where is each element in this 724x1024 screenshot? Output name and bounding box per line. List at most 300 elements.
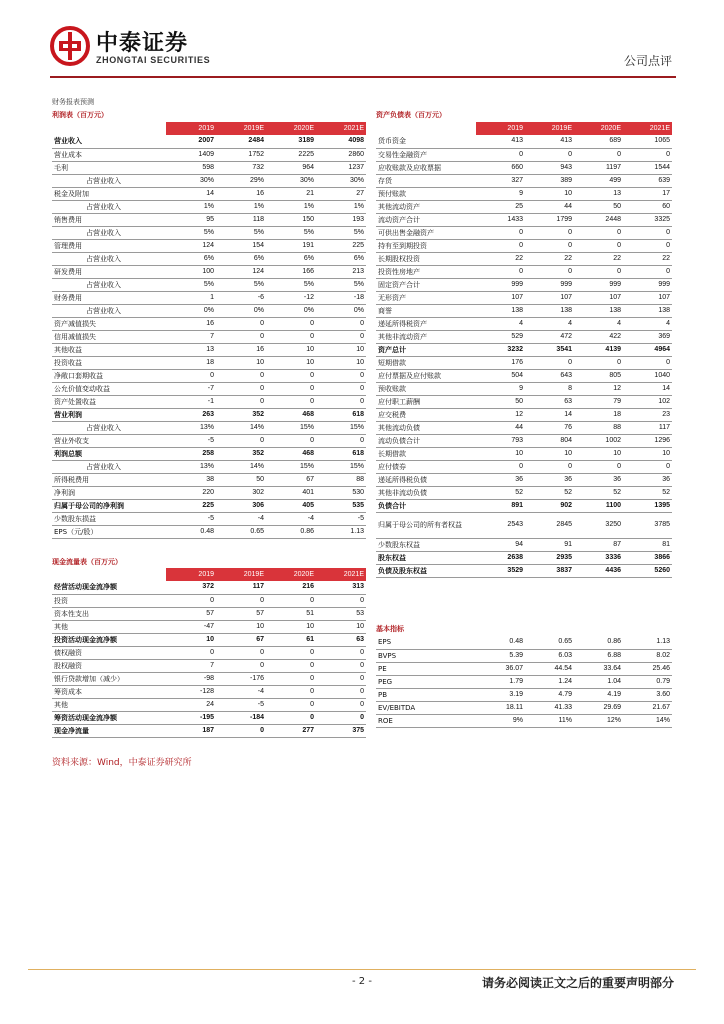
table-row <box>376 408 672 421</box>
value-cell: 1002 <box>574 434 623 447</box>
value-cell: 10 <box>266 343 316 356</box>
value-cell: 25.46 <box>623 662 672 675</box>
value-cell: 0 <box>266 395 316 408</box>
value-cell: 277 <box>266 724 316 737</box>
value-cell: 0 <box>216 395 266 408</box>
table-row <box>376 460 672 473</box>
value-cell: 4 <box>574 317 623 330</box>
row-label: 信用减值损失 <box>52 330 166 343</box>
table-row <box>376 701 672 714</box>
value-cell: 52 <box>525 486 574 499</box>
value-cell: 25 <box>476 200 525 213</box>
row-label: 占营业收入 <box>52 252 166 265</box>
value-cell: 372 <box>166 581 216 594</box>
value-cell: -18 <box>316 291 366 304</box>
row-label: 占营业收入 <box>52 460 166 473</box>
value-cell: 10 <box>166 633 216 646</box>
value-cell: 76 <box>525 421 574 434</box>
value-cell: 10 <box>216 620 266 633</box>
ratios-table-title: 基本指标 <box>376 625 404 633</box>
table-row <box>52 356 366 369</box>
row-label: PEG <box>376 675 476 688</box>
value-cell: 17 <box>623 187 672 200</box>
row-label: 其他 <box>52 698 166 711</box>
value-cell: 0 <box>316 382 366 395</box>
value-cell: 138 <box>525 304 574 317</box>
value-cell: 0 <box>316 369 366 382</box>
value-cell: 100 <box>166 265 216 278</box>
table-row <box>376 213 672 226</box>
value-cell: 0.86 <box>266 525 316 538</box>
row-label: 应收账款及应收票据 <box>376 161 476 174</box>
value-cell: 1409 <box>166 148 216 161</box>
table-row <box>376 148 672 161</box>
value-cell: 36 <box>623 473 672 486</box>
value-cell: 150 <box>266 213 316 226</box>
value-cell: 0 <box>316 434 366 447</box>
value-cell: 0% <box>266 304 316 317</box>
table-row <box>376 161 672 174</box>
value-cell: 0.79 <box>623 675 672 688</box>
value-cell: 639 <box>623 174 672 187</box>
value-cell: 9 <box>476 382 525 395</box>
row-label: 税金及附加 <box>52 187 166 200</box>
value-cell: 468 <box>266 408 316 421</box>
table-row <box>52 265 366 278</box>
value-cell: 13 <box>574 187 623 200</box>
value-cell: 2448 <box>574 213 623 226</box>
footer-divider <box>28 969 696 970</box>
value-cell: 0 <box>316 317 366 330</box>
table-row <box>376 369 672 382</box>
row-label: 预收账款 <box>376 382 476 395</box>
value-cell: 7 <box>166 330 216 343</box>
value-cell: 413 <box>525 135 574 148</box>
row-label: 交易性金融资产 <box>376 148 476 161</box>
value-cell: 1040 <box>623 369 672 382</box>
value-cell: 689 <box>574 135 623 148</box>
row-label: 营业外收支 <box>52 434 166 447</box>
logo-english-name: ZHONGTAI SECURITIES <box>96 55 211 65</box>
value-cell: -195 <box>166 711 216 724</box>
value-cell: 999 <box>476 278 525 291</box>
value-cell: 30% <box>166 174 216 187</box>
value-cell: 4139 <box>574 343 623 356</box>
value-cell: 0.48 <box>476 636 525 649</box>
value-cell: 33.64 <box>574 662 623 675</box>
value-cell: -7 <box>166 382 216 395</box>
row-label: 股权融资 <box>52 659 166 672</box>
row-label: 流动资产合计 <box>376 213 476 226</box>
row-label: ROE <box>376 714 476 727</box>
row-label: 其他非流动负债 <box>376 486 476 499</box>
value-cell: 0% <box>316 304 366 317</box>
value-cell: 176 <box>476 356 525 369</box>
value-cell: 3529 <box>476 564 525 577</box>
value-cell: 220 <box>166 486 216 499</box>
table-row <box>52 278 366 291</box>
value-cell: 2543 <box>476 512 525 538</box>
row-label: 占营业收入 <box>52 174 166 187</box>
value-cell: 1544 <box>623 161 672 174</box>
row-label: 预付账款 <box>376 187 476 200</box>
value-cell: 36 <box>525 473 574 486</box>
value-cell: 0 <box>574 226 623 239</box>
table-row <box>52 434 366 447</box>
value-cell: 67 <box>216 633 266 646</box>
row-label: 营业收入 <box>52 135 166 148</box>
value-cell: 0 <box>216 594 266 607</box>
value-cell: 302 <box>216 486 266 499</box>
row-label: 银行贷款增加（减少） <box>52 672 166 685</box>
value-cell: -4 <box>216 685 266 698</box>
row-label: 负债合计 <box>376 499 476 512</box>
value-cell: 0 <box>316 646 366 659</box>
logo-chinese-name: 中泰证券 <box>96 30 189 56</box>
value-cell: 1237 <box>316 161 366 174</box>
table-row <box>52 343 366 356</box>
value-cell: 61 <box>266 633 316 646</box>
table-row <box>52 685 366 698</box>
header-blank-cell <box>52 568 166 581</box>
value-cell: 102 <box>623 395 672 408</box>
value-cell: 14 <box>525 408 574 421</box>
year-header: 2020E <box>574 122 623 135</box>
value-cell: 3325 <box>623 213 672 226</box>
row-label: 资产减值损失 <box>52 317 166 330</box>
value-cell: 16 <box>166 317 216 330</box>
value-cell: 5% <box>216 226 266 239</box>
table-row <box>52 594 366 607</box>
value-cell: 468 <box>266 447 316 460</box>
value-cell: 999 <box>574 278 623 291</box>
row-label: 投资活动现金流净额 <box>52 633 166 646</box>
value-cell: 6% <box>216 252 266 265</box>
value-cell: 4436 <box>574 564 623 577</box>
value-cell: 805 <box>574 369 623 382</box>
value-cell: 124 <box>166 239 216 252</box>
row-label: 其他流动负债 <box>376 421 476 434</box>
value-cell: 618 <box>316 447 366 460</box>
value-cell: 1752 <box>216 148 266 161</box>
disclaimer-note: 请务必阅读正文之后的重要声明部分 <box>481 976 674 990</box>
table-row <box>52 659 366 672</box>
value-cell: 0 <box>525 356 574 369</box>
row-label: 筹资活动现金流净额 <box>52 711 166 724</box>
value-cell: 0.65 <box>216 525 266 538</box>
value-cell: 1197 <box>574 161 623 174</box>
table-row <box>376 486 672 499</box>
value-cell: 0 <box>623 460 672 473</box>
row-label: 投资性房地产 <box>376 265 476 278</box>
table-row <box>376 434 672 447</box>
value-cell: -5 <box>216 698 266 711</box>
table-row <box>52 672 366 685</box>
value-cell: 91 <box>525 538 574 551</box>
year-header: 2021E <box>316 122 366 135</box>
value-cell: 0 <box>574 148 623 161</box>
value-cell: 15% <box>316 421 366 434</box>
row-label: 递延所得税负债 <box>376 473 476 486</box>
value-cell: 216 <box>266 581 316 594</box>
row-label: 其他非流动资产 <box>376 330 476 343</box>
row-label: 持有至到期投资 <box>376 239 476 252</box>
value-cell: 0 <box>216 646 266 659</box>
value-cell: 50 <box>574 200 623 213</box>
table-row <box>376 226 672 239</box>
value-cell: 1.79 <box>476 675 525 688</box>
value-cell: 0 <box>216 659 266 672</box>
value-cell: 10 <box>266 620 316 633</box>
value-cell: 138 <box>574 304 623 317</box>
table-row <box>376 330 672 343</box>
value-cell: 0 <box>623 148 672 161</box>
row-label: 资产处置收益 <box>52 395 166 408</box>
value-cell: 0.48 <box>166 525 216 538</box>
value-cell: 88 <box>316 473 366 486</box>
year-header: 2019 <box>476 122 525 135</box>
table-row <box>52 382 366 395</box>
value-cell: 0 <box>266 369 316 382</box>
value-cell: 10 <box>574 447 623 460</box>
table-row <box>52 369 366 382</box>
table-row <box>52 330 366 343</box>
row-label: EV/EBITDA <box>376 701 476 714</box>
value-cell: 352 <box>216 447 266 460</box>
value-cell: 12% <box>574 714 623 727</box>
table-row <box>376 382 672 395</box>
value-cell: 52 <box>476 486 525 499</box>
value-cell: 12 <box>476 408 525 421</box>
income-statement-table <box>52 122 366 539</box>
row-label: 占营业收入 <box>52 421 166 434</box>
row-label: 毛利 <box>52 161 166 174</box>
table-row <box>376 636 672 649</box>
table-header-row <box>376 122 672 135</box>
value-cell: 10 <box>266 356 316 369</box>
value-cell: 44.54 <box>525 662 574 675</box>
value-cell: 14% <box>623 714 672 727</box>
header-blank-cell <box>376 122 476 135</box>
value-cell: 1% <box>216 200 266 213</box>
value-cell: 88 <box>574 421 623 434</box>
value-cell: 52 <box>574 486 623 499</box>
value-cell: 3189 <box>266 135 316 148</box>
value-cell: 52 <box>623 486 672 499</box>
value-cell: 472 <box>525 330 574 343</box>
row-label: 应交税费 <box>376 408 476 421</box>
value-cell: 3785 <box>623 512 672 538</box>
value-cell: 154 <box>216 239 266 252</box>
value-cell: 0 <box>166 646 216 659</box>
value-cell: 5% <box>166 278 216 291</box>
value-cell: 10 <box>623 447 672 460</box>
value-cell: 263 <box>166 408 216 421</box>
value-cell: 225 <box>166 499 216 512</box>
value-cell: 22 <box>525 252 574 265</box>
value-cell: 3232 <box>476 343 525 356</box>
row-label: 投资收益 <box>52 356 166 369</box>
table-header-row <box>52 122 366 135</box>
table-row <box>376 278 672 291</box>
value-cell: 10 <box>316 343 366 356</box>
value-cell: 4 <box>623 317 672 330</box>
value-cell: 535 <box>316 499 366 512</box>
value-cell: 0 <box>266 317 316 330</box>
value-cell: 0 <box>266 382 316 395</box>
table-row <box>376 649 672 662</box>
value-cell: 3837 <box>525 564 574 577</box>
row-label: 经营活动现金流净额 <box>52 581 166 594</box>
value-cell: 13% <box>166 421 216 434</box>
value-cell: 0.65 <box>525 636 574 649</box>
value-cell: 14% <box>216 421 266 434</box>
value-cell: 258 <box>166 447 216 460</box>
row-label: 现金净流量 <box>52 724 166 737</box>
table-row <box>52 711 366 724</box>
value-cell: 1799 <box>525 213 574 226</box>
value-cell: 117 <box>216 581 266 594</box>
value-cell: 16 <box>216 343 266 356</box>
value-cell: -4 <box>216 512 266 525</box>
value-cell: 0 <box>574 460 623 473</box>
value-cell: 0 <box>525 239 574 252</box>
cashflow-table-title: 现金流量表（百万元） <box>52 558 122 566</box>
value-cell: 79 <box>574 395 623 408</box>
row-label: 筹资成本 <box>52 685 166 698</box>
table-row <box>376 174 672 187</box>
table-row <box>376 499 672 512</box>
value-cell: 50 <box>216 473 266 486</box>
value-cell: 107 <box>476 291 525 304</box>
table-row <box>52 620 366 633</box>
value-cell: 10 <box>316 620 366 633</box>
value-cell: 0 <box>623 356 672 369</box>
table-row <box>52 200 366 213</box>
zhongtai-logo-icon <box>50 26 90 66</box>
value-cell: 213 <box>316 265 366 278</box>
value-cell: 5% <box>266 226 316 239</box>
row-label: 其他 <box>52 620 166 633</box>
value-cell: 15% <box>266 421 316 434</box>
value-cell: 3866 <box>623 551 672 564</box>
table-row <box>376 252 672 265</box>
value-cell: 0 <box>476 239 525 252</box>
value-cell: 1.13 <box>316 525 366 538</box>
row-label: 短期借款 <box>376 356 476 369</box>
value-cell: 57 <box>166 607 216 620</box>
row-label: 其他流动资产 <box>376 200 476 213</box>
header-blank-cell <box>52 122 166 135</box>
value-cell: 3541 <box>525 343 574 356</box>
value-cell: 16 <box>216 187 266 200</box>
value-cell: -1 <box>166 395 216 408</box>
value-cell: 389 <box>525 174 574 187</box>
year-header: 2020E <box>266 122 316 135</box>
value-cell: 0 <box>316 395 366 408</box>
value-cell: 13% <box>166 460 216 473</box>
value-cell: -6 <box>216 291 266 304</box>
value-cell: 57 <box>216 607 266 620</box>
value-cell: 41.33 <box>525 701 574 714</box>
value-cell: 401 <box>266 486 316 499</box>
table-row <box>52 512 366 525</box>
table-row <box>376 265 672 278</box>
value-cell: -5 <box>166 434 216 447</box>
value-cell: 138 <box>623 304 672 317</box>
document-type: 公司点评 <box>623 54 672 68</box>
value-cell: 1433 <box>476 213 525 226</box>
value-cell: 14 <box>623 382 672 395</box>
value-cell: -184 <box>216 711 266 724</box>
row-label: 少数股东权益 <box>376 538 476 551</box>
table-row <box>52 460 366 473</box>
value-cell: 0 <box>266 330 316 343</box>
value-cell: 530 <box>316 486 366 499</box>
row-label: 财务费用 <box>52 291 166 304</box>
value-cell: 352 <box>216 408 266 421</box>
data-source-note: 资料来源：Wind，中泰证券研究所 <box>52 758 192 768</box>
table-row <box>376 395 672 408</box>
value-cell: -12 <box>266 291 316 304</box>
value-cell: 3.19 <box>476 688 525 701</box>
row-label: PB <box>376 688 476 701</box>
value-cell: 124 <box>216 265 266 278</box>
value-cell: 63 <box>316 633 366 646</box>
table-row <box>52 607 366 620</box>
row-label: 投资 <box>52 594 166 607</box>
row-label: BVPS <box>376 649 476 662</box>
row-label: 归属于母公司的净利润 <box>52 499 166 512</box>
value-cell: 943 <box>525 161 574 174</box>
value-cell: 29.69 <box>574 701 623 714</box>
value-cell: 53 <box>316 607 366 620</box>
value-cell: 0 <box>316 711 366 724</box>
value-cell: 0 <box>216 434 266 447</box>
key-ratios-table <box>376 636 672 728</box>
value-cell: 6% <box>266 252 316 265</box>
table-row <box>52 421 366 434</box>
value-cell: 0 <box>525 226 574 239</box>
value-cell: 30% <box>316 174 366 187</box>
table-row <box>376 538 672 551</box>
value-cell: 27 <box>316 187 366 200</box>
value-cell: 63 <box>525 395 574 408</box>
income-table-title: 利润表（百万元） <box>52 111 108 119</box>
table-row <box>376 135 672 148</box>
value-cell: 0 <box>316 698 366 711</box>
value-cell: 0 <box>216 382 266 395</box>
row-label: 负债及股东权益 <box>376 564 476 577</box>
value-cell: 44 <box>525 200 574 213</box>
value-cell: 94 <box>476 538 525 551</box>
value-cell: 3336 <box>574 551 623 564</box>
table-row <box>376 662 672 675</box>
value-cell: 0 <box>476 265 525 278</box>
value-cell: 902 <box>525 499 574 512</box>
value-cell: 732 <box>216 161 266 174</box>
value-cell: 0 <box>574 356 623 369</box>
section-title: 财务报表预测 <box>52 98 94 106</box>
table-row <box>52 135 366 148</box>
value-cell: 804 <box>525 434 574 447</box>
table-row <box>52 698 366 711</box>
value-cell: 138 <box>476 304 525 317</box>
table-row <box>376 512 672 538</box>
value-cell: 793 <box>476 434 525 447</box>
value-cell: 0 <box>574 239 623 252</box>
row-label: 其他收益 <box>52 343 166 356</box>
